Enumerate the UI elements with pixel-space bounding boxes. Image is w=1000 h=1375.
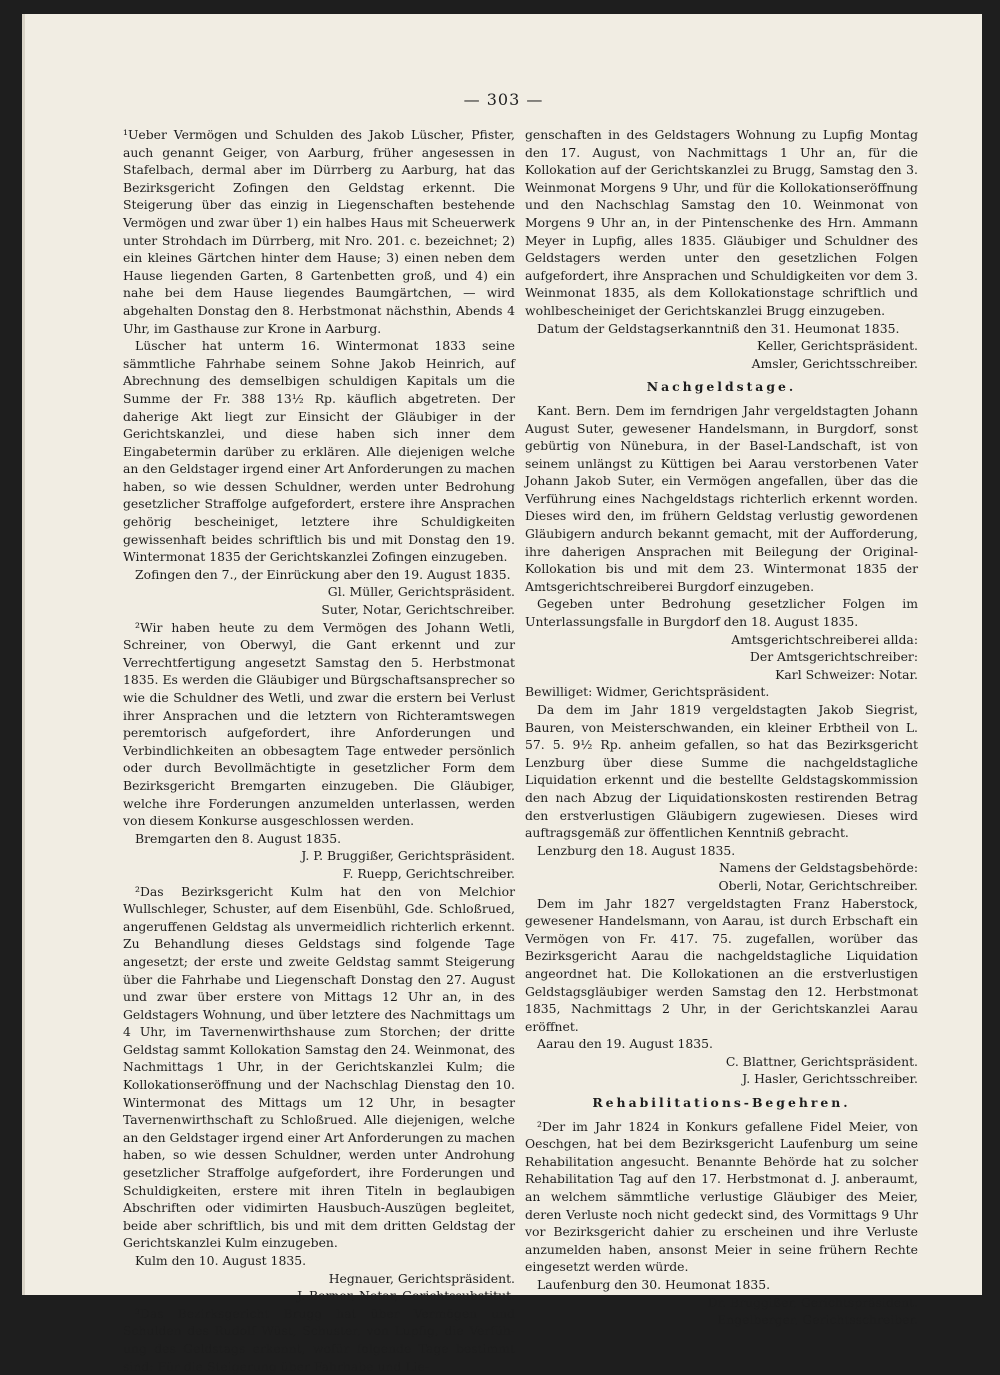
signature: Keller, Gerichtspräsident. [756,338,918,354]
section-heading-nachgeldstage: Nachgeldstage. [646,379,797,395]
right-column [525,126,918,1329]
date-zofingen: Zofingen den 7., der Einrückung aber den 19. August 1835. [135,566,511,582]
notice-wetli: ²Wir haben heute zu dem Vermögen des Johann Wetli, Schreiner, von Oberwyl, die Gant erkennt und zur Verrechtfertigung angesetzt Samstag den 5. Herbstmonat 1835. Es werden die Gläubiger und Bürgschaftsansprecher so wie die Schuldner des Wetli, und zwar die erstern bei Verlust ihrer Ansprachen und die letztern von Richteramtswegen peremtorisch aufgefordert, ihre Anforderungen und Verbindlichkeiten an obbesagtem Tage entweder persönlich oder durch Bevollmächtigte in gesetzlicher Form dem Bezirksgericht Bremgarten einzugeben. Die Gläubiger, welche ihre Forderungen anzumelden unterlassen, werden von diesem Konkurse ausgeschlossen werden. [123,619,515,829]
page-number: — 303 — [463,90,544,109]
signature: J. Hasler, Gerichtsschreiber. [742,1071,918,1087]
approval-line: Bewilliget: Widmer, Gerichtspräsident. [525,684,770,700]
signature: Engelberger, Gerichtsschreiber. [717,1312,918,1328]
signature: Amtsgerichtschreiberei allda: [731,631,918,647]
signature: Gl. Müller, Gerichtspräsident. [327,584,515,600]
notice-wullschleger: ²Das Bezirksgericht Kulm hat den von Melchior Wullschleger, Schuster, auf dem Eisenbühl, Gde. Schloßrued, angeruffenen Geldstag als unvermeidlich richterlich erkennt. Zu Behandlung dieses Geldstags sind folgende Tage angesetzt; der erste und zweite Geldstag sammt Steigerung über die Fahrhabe und Liegenschaft Donstag den 27. August und zwar über erstere von Mittags 12 Uhr an, in des Geldstagers Wohnung, und über letztere des Nachmittags um 4 Uhr, im Tavernenwirthshause zum Storchen; der dritte Geldstag sammt Kollokation Samstag den 24. Weinmonat, des Nachmittags 1 Uhr, in der Gerichtskanzlei Kulm; die Kollokationseröffnung und der Nachschlag Dienstag den 10. Wintermonat des Mittags um 12 Uhr, in besagter Tavernenwirthschaft zu Schloßrued. Alle diejenigen, welche an den Geldstager irgend einer Art Anforderungen zu machen haben, so wie dessen Schuldner, werden unter Androhung gesetzlicher Straffolge aufgefordert, ihre Forderungen und Schuldigkeiten, erstere mit ihren Titeln in beglaubigen Abschriften oder vidimirten Hausbuch-Auszügen begleitet, beide aber schriftlich, bis und mit dem dritten Geldstag der Gerichtskanzlei Kulm einzugeben. [123,883,515,1251]
notice-luescher-cont: Lüscher hat unterm 16. Wintermonat 1833 seine sämmtliche Fahrhabe seinem Sohne Jakob Heinrich, auf Abrechnung des demselbigen schuldigen Kapitals um die Summe der Fr. 388 13½ Rp. käuflich abgetreten. Der daherige Akt liegt zur Einsicht der Gläubiger in der Gerichtskanzlei, und diese haben sich inner dem Eingabetermin darüber zu erklären. Alle diejenigen welche an den Geldstager irgend einer Art Anforderungen zu machen haben, so wie dessen Schuldner, werden unter Bedrohung gesetzlicher Straffolge aufgefordert, erstere ihre Ansprachen gehörig bescheiniget, letztere ihre Schuldigkeiten gewissenhaft beides schriftlich bis und mit Donstag den 19. Wintermonat 1835 der Gerichtskanzlei Zofingen einzugeben. [123,338,515,565]
signature: Karl Schweizer: Notar. [775,666,918,682]
signature: F. Ruepp, Gerichtschreiber. [342,865,515,881]
newspaper-page [22,14,982,1374]
notice-wuest: ³Das Bezirksgericht Brugg hat über Vermögen und Schulden des Rudolf Wüst, Schuster, von Lupfig, die Verfüh-ung des Geldstags erkennt, wofür folgende Tage bestimmt sind: Für die Steigerung über Fahrhabe und Lie- [123,1305,515,1374]
signature: J. P. Bruggißer, Gerichtspräsident. [301,848,515,864]
signature: J. Berner, Notar, Gerichtssubstitut. [297,1288,515,1304]
signature: Oberli, Notar, Gerichtschreiber. [718,877,918,893]
signature: Suter, Notar, Gerichtschreiber. [321,602,515,618]
notice-suter: Kant. Bern. Dem im ferndrigen Jahr vergeldstagten Johann August Suter, gewesener Handelsmann, in Burgdorf, sonst gebürtig von Nünebura, in der Basel-Landschaft, ist von seinem unlängst zu Küttigen bei Aarau verstorbenen Vater Johann Jakob Suter, ein Vermögen angefallen, über das die Verführung eines Nachgeldstags richterlich erkennt worden. Dieses wird den, im frühern Geldstag verlustig gewordenen Gläubigern andurch bekannt gemacht, mit der Aufforderung, ihre daherigen Ansprachen mit Beilegung der Original-Kollokation bis und mit dem 23. Wintermonat 1835 der Amtsgerichtschreiberei Burgdorf einzugeben. [525,402,918,594]
notice-luescher: ¹Ueber Vermögen und Schulden des Jakob Lüscher, Pfister, auch genannt Geiger, von Aarburg, früher angesessen in Stafelbach, dermal aber im Dürrberg zu Aarburg, hat das Bezirksgericht Zofingen den Geldstag erkennt. Die Steigerung über das einzig in Liegenschaften bestehende Vermögen und zwar über 1) ein halbes Haus mit Scheuerwerk unter Strohdach im Dürrberg, mit Nro. 201. c. bezeichnet; 2) ein kleines Gärtchen hinter dem Hause; 3) einen neben dem Hause liegenden Garten, 8 Gartenbetten groß, und 4) ein nahe bei dem Hause liegendes Baumgärtchen, — wird abgehalten Donstag den 8. Herbstmonat nächsthin, Abends 4 Uhr, im Gasthause zur Krone in Aarburg. [123,127,515,336]
notice-wuest-cont: genschaften in des Geldstagers Wohnung zu Lupfig Montag den 17. August, von Nachmittags 1 Uhr an, für die Kollokation auf der Gerichtskanzlei zu Brugg, Samstag den 3. Weinmonat Morgens 9 Uhr, und für die Kollokationseröffnung und den Nachschlag Samstag den 10. Weinmonat von Morgens 9 Uhr an, in der Pintenschenke des Hrn. Ammann Meyer in Lupfig, alles 1835. Gläubiger und Schuldner des Geldstagers werden unter den gesetzlichen Folgen aufgefordert, ihre Ansprachen und Schuldigkeiten vor dem 3. Weinmonat 1835, als dem Kollokationstage schriftlich und wohlbescheiniget der Gerichtskanzlei Brugg einzugeben. [525,127,918,318]
left-column [123,126,515,1375]
section-heading-rehabilitation: Rehabilitations-Begehren. [592,1095,851,1111]
notice-siegrist: Da dem im Jahr 1819 vergeldstagten Jakob Siegrist, Bauren, von Meisterschwanden, ein kleiner Erbtheil von L. 57. 5. 9½ Rp. anheim gefallen, so hat das Bezirksgericht Lenzburg über diese Summe die nachgeldstagliche Liquidation erkennt und die bestellte Geldstagskommission den nach Abzug der Liquidationskosten restirenden Betrag den erstverlustigen Gläubigern zugewiesen. Dieses wird auftragsgemäß zur öffentlichen Kenntniß gebracht. [525,702,918,841]
date-bremgarten: Bremgarten den 8. August 1835. [135,830,342,846]
signature: Namens der Geldstagsbehörde: [719,860,918,876]
notice-suter-cont: Gegeben unter Bedrohung gesetzlicher Folgen im Unterlassungsfalle in Burgdorf den 18. August 1835. [525,596,918,630]
signature: Amsler, Gerichtsschreiber. [751,355,918,371]
signature: Hegnauer, Gerichtspräsident. [328,1270,515,1286]
signature: Dr. Bruggißer, Gerichtspräsident. [707,1294,918,1310]
date-laufenburg: Laufenburg den 30. Heumonat 1835. [537,1277,771,1292]
date-aarau: Aarau den 19. August 1835. [537,1036,713,1052]
date-kulm: Kulm den 10. August 1835. [135,1253,307,1268]
notice-haberstock: Dem im Jahr 1827 vergeldstagten Franz Haberstock, gewesener Handelsmann, von Aarau, ist durch Erbschaft ein Vermögen von Fr. 417. 75. zugefallen, worüber das Bezirksgericht Aarau die nachgeldstagliche Liquidation angeordnet hat. Die Kollokationen an die erstverlustigen Geldstagsgläubiger werden Samstag den 12. Herbstmonat 1835, Nachmittags 2 Uhr, in der Gerichtskanzlei Aarau eröffnet. [525,895,918,1034]
date-lenzburg: Lenzburg den 18. August 1835. [537,842,736,858]
date-brugg: Datum der Geldstagserkanntniß den 31. Heumonat 1835. [537,320,900,336]
signature: Der Amtsgerichtschreiber: [749,649,918,665]
notice-meier: ²Der im Jahr 1824 in Konkurs gefallene Fidel Meier, von Oeschgen, hat bei dem Bezirksgericht Laufenburg um seine Rehabilitation angesucht. Benannte Behörde hat zu solcher Rehabilitation Tag auf den 17. Herbstmonat d. J. anberaumt, an welchem sämmtliche verlustige Gläubiger des Meier, deren Verluste noch nicht gedeckt sind, des Vormittags 9 Uhr vor Bezirksgericht dahier zu erscheinen und ihre Verluste anzumelden haben, ansonst Meier in seine frühern Rechte eingesetzt werden würde. [525,1118,918,1275]
signature: C. Blattner, Gerichtspräsident. [725,1053,918,1069]
